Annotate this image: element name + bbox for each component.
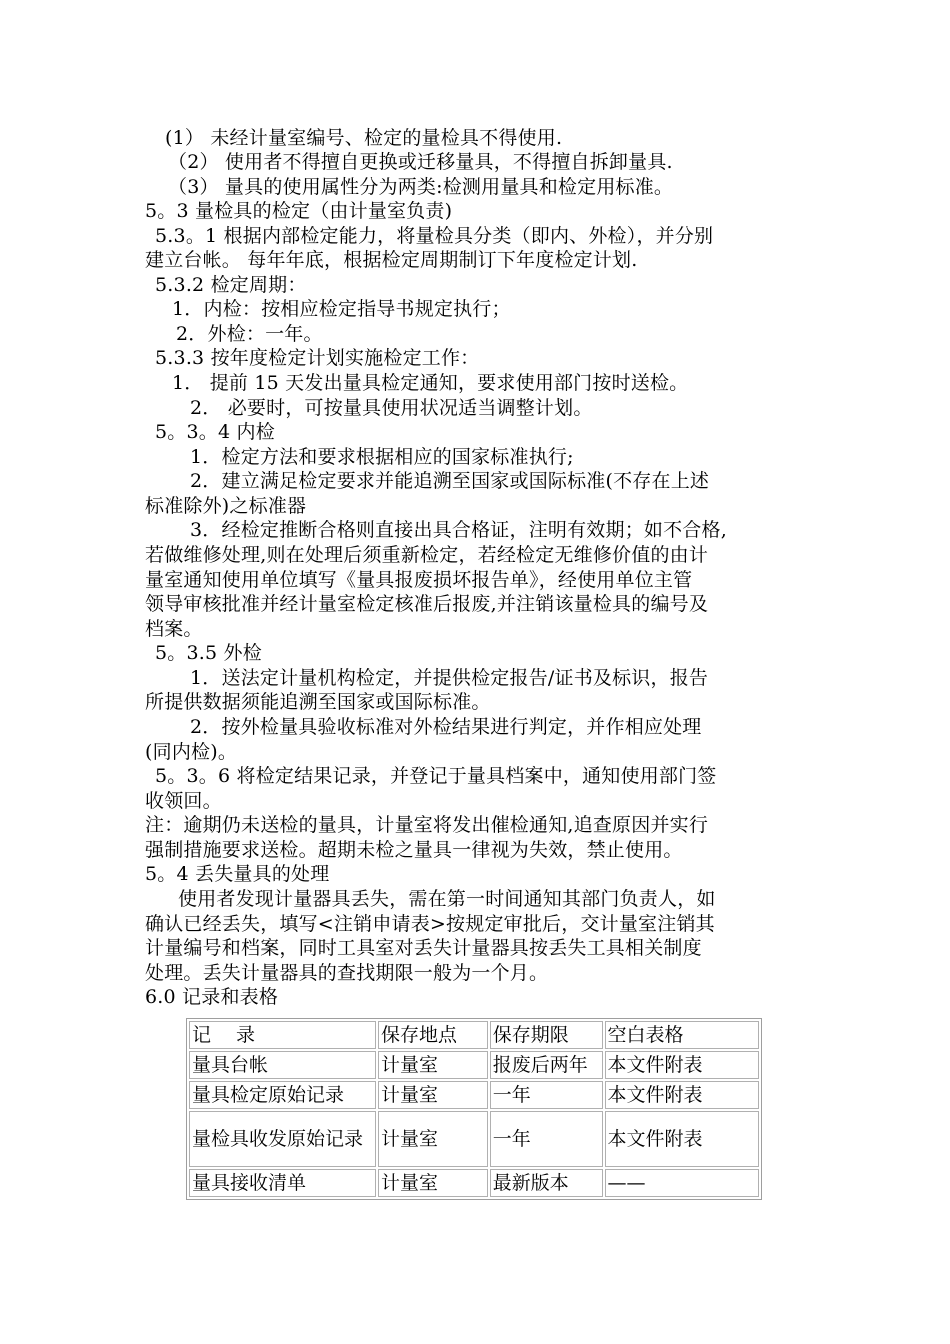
section-heading: 5。3。4 内检	[155, 421, 275, 443]
text-line: 3．经检定推断合格则直接出具合格证，注明有效期；如不合格,	[190, 519, 727, 541]
table-row	[189, 1169, 759, 1197]
table-header-row	[189, 1021, 759, 1049]
text-line: 5.3。1 根据内部检定能力，将量检具分类（即内、外检），并分别	[155, 225, 714, 247]
table-header-cell: 保存地点	[378, 1021, 488, 1049]
table-cell: 计量室	[378, 1111, 488, 1167]
table-cell: 量检具收发原始记录	[189, 1111, 376, 1167]
table-cell: 本文件附表	[605, 1051, 759, 1079]
text-line: 处理。丢失计量器具的查找期限一般为一个月。	[145, 962, 549, 984]
table-cell: 计量室	[378, 1169, 488, 1197]
table-cell: ——	[605, 1169, 759, 1197]
text-line: (1） 未经计量室编号、检定的量检具不得使用.	[165, 127, 563, 149]
table-cell: 本文件附表	[605, 1111, 759, 1167]
table-header-cell: 保存期限	[490, 1021, 603, 1049]
table-cell: 最新版本	[490, 1169, 603, 1197]
text-line: 1．内检：按相应检定指导书规定执行；	[172, 298, 511, 320]
table-cell: 一年	[490, 1111, 603, 1167]
text-line: 量室通知使用单位填写《量具报废损坏报告单》，经使用单位主管	[145, 569, 693, 591]
text-line: 1． 提前 15 天发出量具检定通知，要求使用部门按时送检。	[172, 372, 689, 394]
text-line: 领导审核批准并经计量室检定核准后报废,并注销该量检具的编号及	[145, 593, 709, 615]
text-line: 1．送法定计量机构检定，并提供检定报告/证书及标识，报告	[190, 667, 709, 689]
table-row	[189, 1051, 759, 1079]
section-heading: 6.0 记录和表格	[145, 986, 279, 1008]
text-line: 2． 必要时，可按量具使用状况适当调整计划。	[190, 397, 593, 419]
table-cell: 量具检定原始记录	[189, 1081, 376, 1109]
text-line: 计量编号和档案，同时工具室对丢失计量器具按丢失工具相关制度	[145, 937, 702, 959]
text-line: 档案。	[145, 618, 203, 640]
text-line: 5.3.2 检定周期：	[155, 274, 307, 296]
table-cell: 计量室	[378, 1081, 488, 1109]
text-line: （3） 量具的使用属性分为两类:检测用量具和检定用标准。	[168, 176, 674, 198]
text-line: 所提供数据须能追溯至国家或国际标准。	[145, 691, 491, 713]
text-line: （2） 使用者不得擅自更换或迁移量具，不得擅自拆卸量具.	[168, 151, 673, 173]
table-cell: 量具台帐	[189, 1051, 376, 1079]
table-cell: 一年	[490, 1081, 603, 1109]
text-line: 收领回。	[145, 790, 222, 812]
table-row	[189, 1111, 759, 1167]
table-cell: 本文件附表	[605, 1081, 759, 1109]
table-cell: 计量室	[378, 1051, 488, 1079]
text-line: 建立台帐。 每年年底，根据检定周期制订下年度检定计划.	[145, 249, 638, 271]
text-line: 使用者发现计量器具丢失，需在第一时间通知其部门负责人，如	[178, 888, 716, 910]
table-header-cell: 记 录	[189, 1021, 376, 1049]
note-line: 强制措施要求送检。超期未检之量具一律视为失效，禁止使用。	[145, 839, 683, 861]
section-heading: 5。4 丢失量具的处理	[145, 863, 330, 885]
table-cell: 报废后两年	[490, 1051, 603, 1079]
records-table	[186, 1018, 762, 1200]
note-line: 注：逾期仍未送检的量具，计量室将发出催检通知,追查原因并实行	[145, 814, 709, 836]
text-line: 5.3.3 按年度检定计划实施检定工作：	[155, 347, 480, 369]
text-line: 2．按外检量具验收标准对外检结果进行判定，并作相应处理	[190, 716, 702, 738]
text-line: 1．检定方法和要求根据相应的国家标准执行;	[190, 446, 574, 468]
section-heading: 5。3.5 外检	[155, 642, 262, 664]
table-row	[189, 1081, 759, 1109]
text-line: 若做维修处理,则在处理后须重新检定，若经检定无维修价值的由计	[145, 544, 709, 566]
section-heading: 5。3 量检具的检定（由计量室负责)	[145, 200, 453, 222]
text-line: 2．建立满足检定要求并能追溯至国家或国际标准(不存在上述	[190, 470, 710, 492]
text-line: 2．外检：一年。	[176, 323, 323, 345]
text-line: (同内检)。	[145, 741, 238, 763]
text-line: 标准除外)之标准器	[145, 495, 307, 517]
table-header-cell: 空白表格	[605, 1021, 759, 1049]
text-line: 确认已经丢失，填写<注销申请表>按规定审批后，交计量室注销其	[145, 913, 715, 935]
table-cell: 量具接收清单	[189, 1169, 376, 1197]
text-line: 5。3。6 将检定结果记录，并登记于量具档案中，通知使用部门签	[155, 765, 717, 787]
